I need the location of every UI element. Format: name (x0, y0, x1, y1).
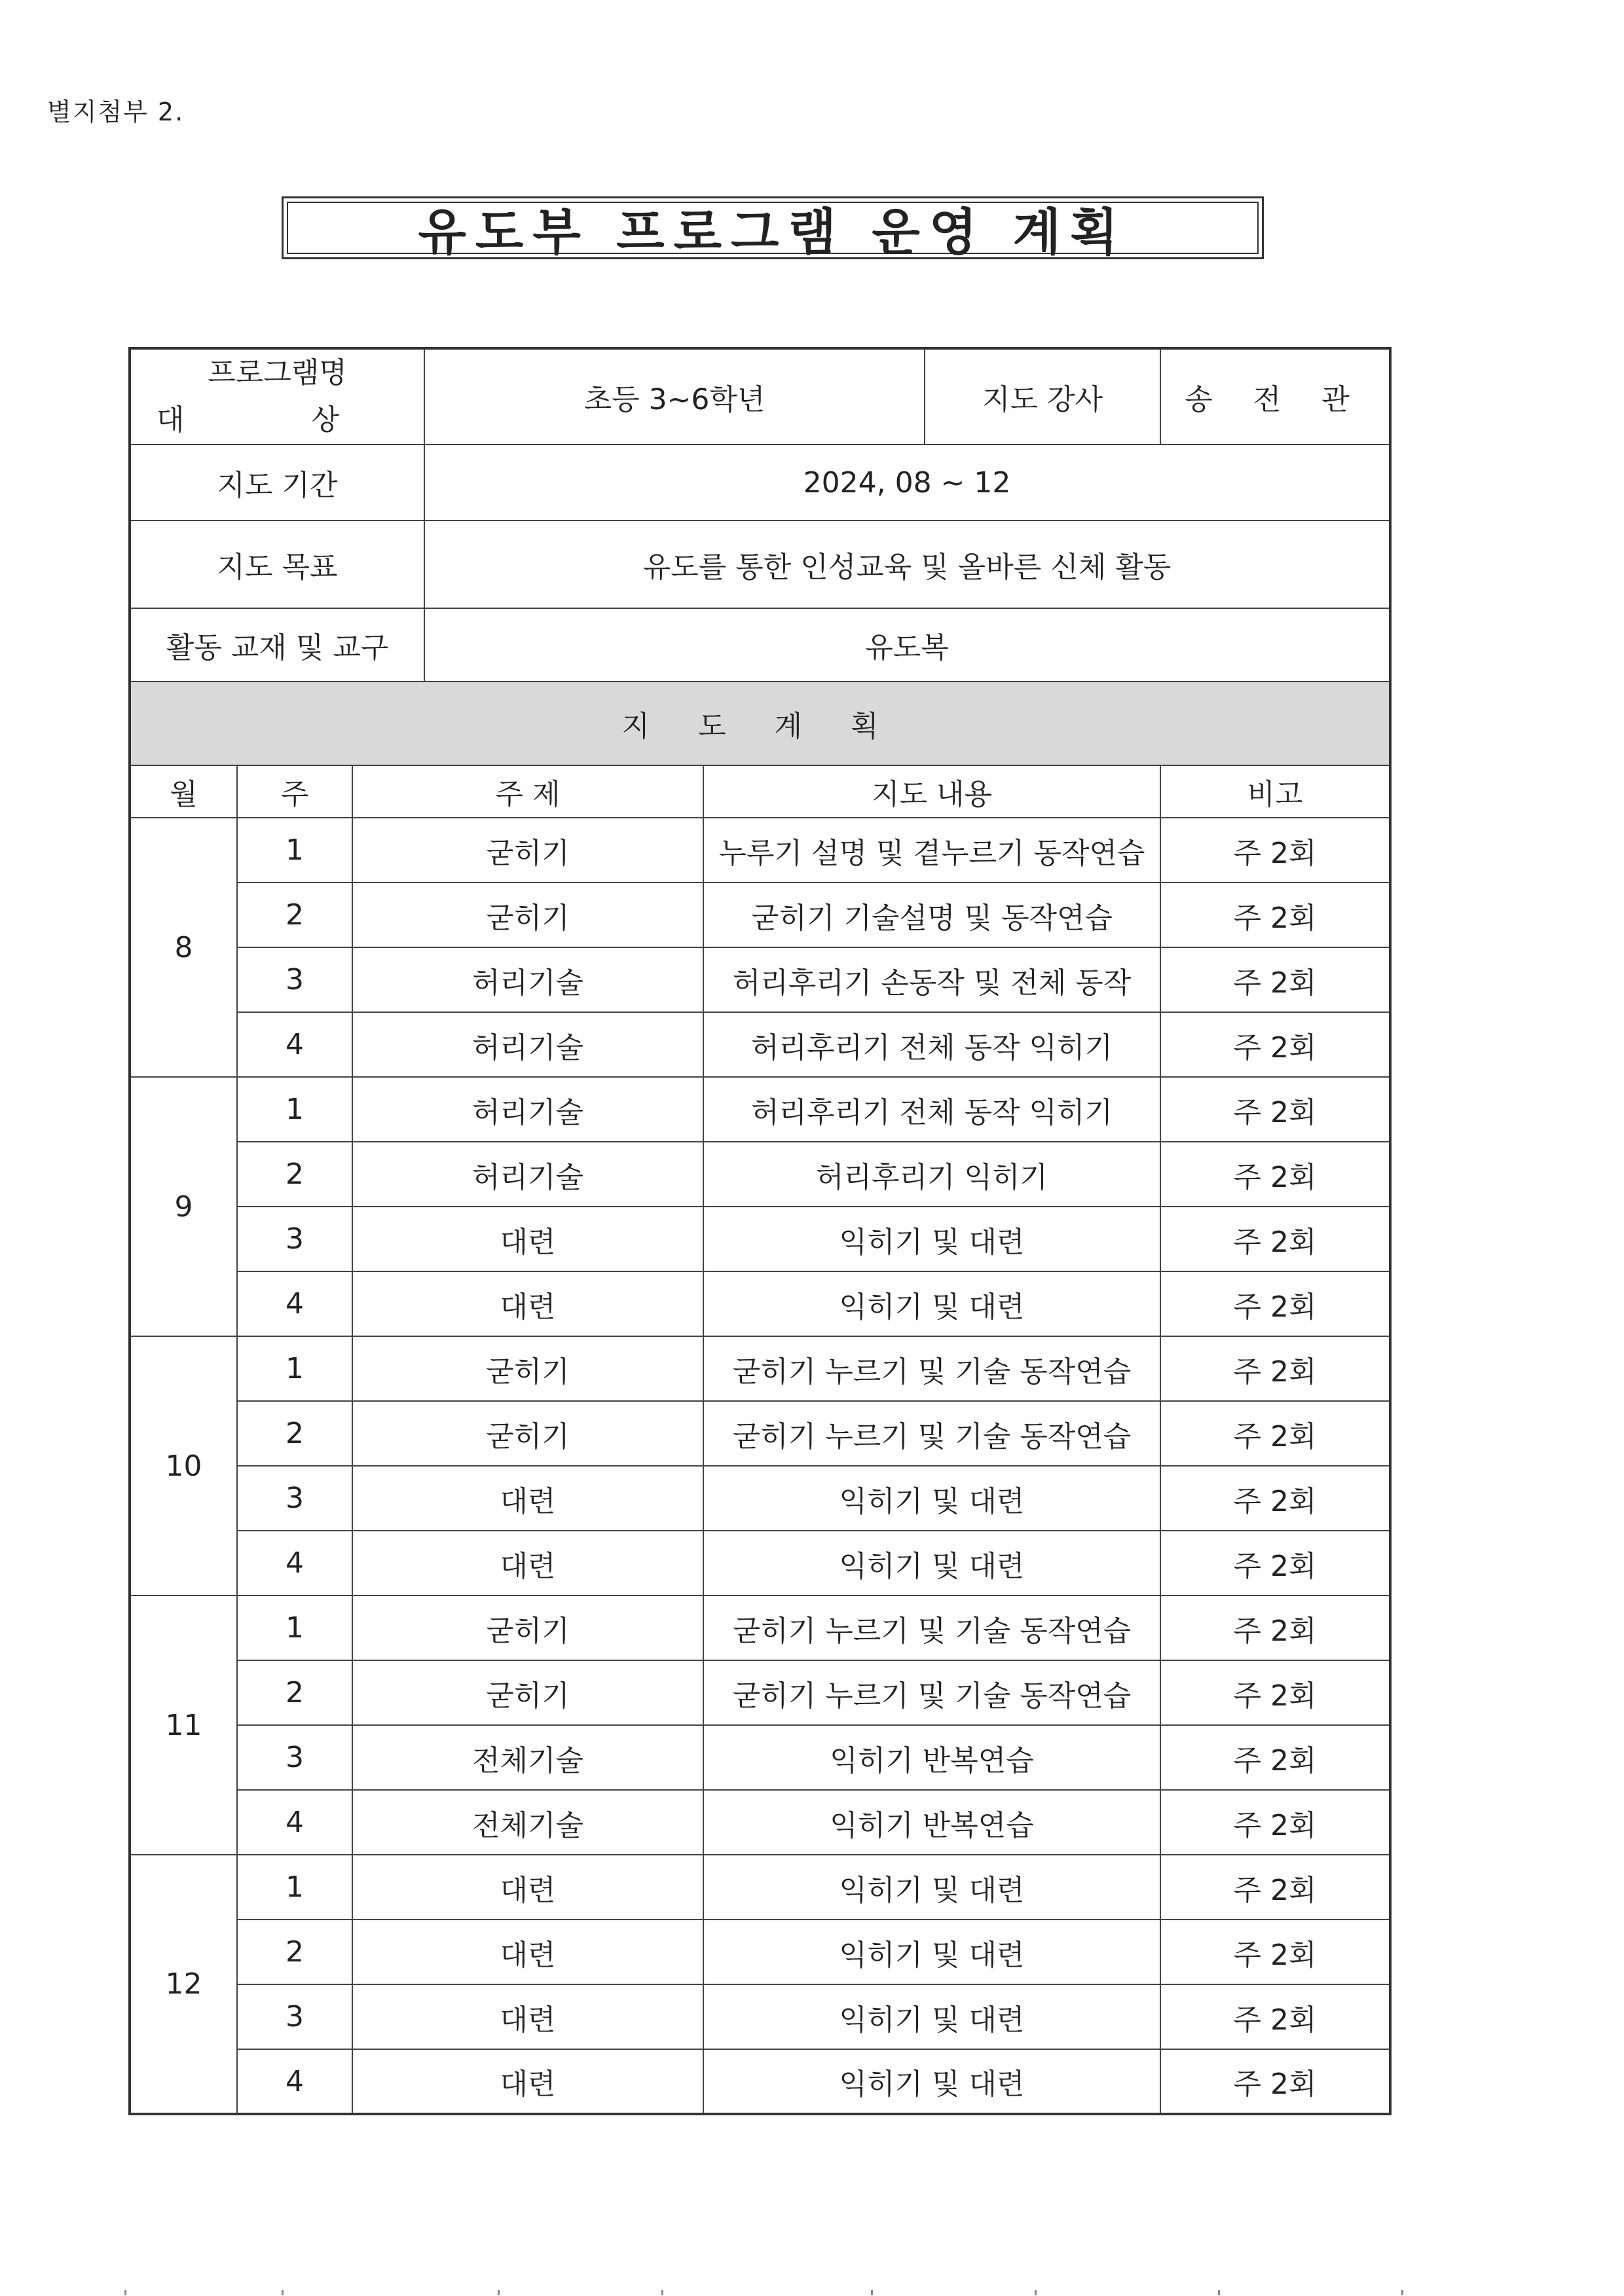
month-cell: 11 (130, 1595, 237, 1855)
instructor-value: 송 전 관 (1160, 348, 1390, 445)
week-cell: 1 (237, 1595, 352, 1660)
note-cell: 주 2회 (1160, 1207, 1390, 1271)
table-row (130, 1466, 1390, 1531)
table-row (130, 1077, 1390, 1142)
content-cell: 익히기 및 대련 (703, 1466, 1160, 1531)
note-cell: 주 2회 (1160, 1790, 1390, 1855)
topic-cell: 허리기술 (352, 1142, 703, 1207)
instructor-label: 지도 강사 (925, 348, 1160, 445)
month-cell: 12 (130, 1855, 237, 2114)
note-cell: 주 2회 (1160, 1660, 1390, 1725)
week-cell: 4 (237, 1531, 352, 1595)
note-cell: 주 2회 (1160, 947, 1390, 1012)
info-row-materials (130, 608, 1390, 682)
week-cell: 2 (237, 1660, 352, 1725)
week-cell: 2 (237, 1142, 352, 1207)
week-cell: 4 (237, 1012, 352, 1077)
program-target-label-cell (130, 348, 424, 445)
note-cell: 주 2회 (1160, 1466, 1390, 1531)
content-cell: 익히기 반복연습 (703, 1725, 1160, 1790)
table-row (130, 818, 1390, 883)
week-cell: 3 (237, 1207, 352, 1271)
header-week: 주 (237, 765, 352, 818)
month-cell: 9 (130, 1077, 237, 1336)
content-cell: 익히기 및 대련 (703, 1920, 1160, 1984)
content-cell: 익히기 및 대련 (703, 1855, 1160, 1920)
topic-cell: 대련 (352, 1466, 703, 1531)
topic-cell: 허리기술 (352, 947, 703, 1012)
week-cell: 4 (237, 2049, 352, 2114)
week-cell: 1 (237, 1855, 352, 1920)
goal-value: 유도를 통한 인성교육 및 올바른 신체 활동 (424, 520, 1390, 608)
note-cell: 주 2회 (1160, 1725, 1390, 1790)
content-cell: 누루기 설명 및 곁누르기 동작연습 (703, 818, 1160, 883)
week-cell: 3 (237, 1984, 352, 2049)
week-cell: 1 (237, 818, 352, 883)
table-row (130, 2049, 1390, 2114)
week-cell: 1 (237, 1336, 352, 1401)
content-cell: 굳히기 누르기 및 기술 동작연습 (703, 1336, 1160, 1401)
table-row (130, 1725, 1390, 1790)
content-cell: 굳히기 누르기 및 기술 동작연습 (703, 1401, 1160, 1466)
title-frame (282, 196, 1264, 259)
table-row (130, 1271, 1390, 1336)
week-cell: 2 (237, 1401, 352, 1466)
table-row (130, 1660, 1390, 1725)
topic-cell: 전체기술 (352, 1725, 703, 1790)
table-row (130, 947, 1390, 1012)
content-cell: 허리후리기 전체 동작 익히기 (703, 1012, 1160, 1077)
note-cell: 주 2회 (1160, 1271, 1390, 1336)
topic-cell: 굳히기 (352, 1595, 703, 1660)
info-row-period (130, 445, 1390, 520)
content-cell: 굳히기 기술설명 및 동작연습 (703, 883, 1160, 947)
note-cell: 주 2회 (1160, 883, 1390, 947)
info-row-target (130, 348, 1390, 445)
week-cell: 2 (237, 1920, 352, 1984)
note-cell: 주 2회 (1160, 1336, 1390, 1401)
target-value: 초등 3~6학년 (424, 348, 925, 445)
note-cell: 주 2회 (1160, 1855, 1390, 1920)
table-row (130, 1401, 1390, 1466)
header-content: 지도 내용 (703, 765, 1160, 818)
topic-cell: 대련 (352, 1207, 703, 1271)
table-row (130, 883, 1390, 947)
info-row-goal (130, 520, 1390, 608)
topic-cell: 대련 (352, 1984, 703, 2049)
topic-cell: 대련 (352, 1271, 703, 1336)
target-label: 대 상 (157, 403, 398, 437)
topic-cell: 전체기술 (352, 1790, 703, 1855)
table-row (130, 1142, 1390, 1207)
content-cell: 익히기 및 대련 (703, 1531, 1160, 1595)
note-cell: 주 2회 (1160, 818, 1390, 883)
table-row (130, 1790, 1390, 1855)
topic-cell: 허리기술 (352, 1077, 703, 1142)
content-cell: 굳히기 누르기 및 기술 동작연습 (703, 1595, 1160, 1660)
table-row (130, 1531, 1390, 1595)
week-cell: 2 (237, 883, 352, 947)
materials-value: 유도복 (424, 608, 1390, 682)
week-cell: 3 (237, 947, 352, 1012)
content-cell: 익히기 및 대련 (703, 1271, 1160, 1336)
goal-label: 지도 목표 (130, 520, 424, 608)
content-cell: 굳히기 누르기 및 기술 동작연습 (703, 1660, 1160, 1725)
note-cell: 주 2회 (1160, 1531, 1390, 1595)
content-cell: 익히기 반복연습 (703, 1790, 1160, 1855)
week-cell: 4 (237, 1271, 352, 1336)
note-cell: 주 2회 (1160, 1984, 1390, 2049)
table-row (130, 1336, 1390, 1401)
content-cell: 익히기 및 대련 (703, 2049, 1160, 2114)
program-plan-table (128, 347, 1392, 2115)
plan-section-title: 지 도 계 획 (130, 682, 1390, 765)
table-row (130, 1207, 1390, 1271)
content-cell: 허리후리기 전체 동작 익히기 (703, 1077, 1160, 1142)
period-label: 지도 기간 (130, 445, 424, 520)
plan-header-row (130, 765, 1390, 818)
materials-label: 활동 교재 및 교구 (130, 608, 424, 682)
note-cell: 주 2회 (1160, 1920, 1390, 1984)
topic-cell: 굳히기 (352, 818, 703, 883)
topic-cell: 대련 (352, 1531, 703, 1595)
content-cell: 허리후리기 익히기 (703, 1142, 1160, 1207)
attachment-label: 별지첨부 2. (47, 98, 185, 126)
table-row (130, 1984, 1390, 2049)
page-title: 유도부 프로그램 운영 계획 (287, 202, 1259, 254)
topic-cell: 대련 (352, 1855, 703, 1920)
topic-cell: 굳히기 (352, 1336, 703, 1401)
note-cell: 주 2회 (1160, 1077, 1390, 1142)
week-cell: 3 (237, 1466, 352, 1531)
header-topic: 주 제 (352, 765, 703, 818)
week-cell: 1 (237, 1077, 352, 1142)
topic-cell: 허리기술 (352, 1012, 703, 1077)
note-cell: 주 2회 (1160, 1142, 1390, 1207)
content-cell: 허리후리기 손동작 및 전체 동작 (703, 947, 1160, 1012)
week-cell: 3 (237, 1725, 352, 1790)
topic-cell: 굳히기 (352, 1660, 703, 1725)
note-cell: 주 2회 (1160, 1595, 1390, 1660)
topic-cell: 굳히기 (352, 1401, 703, 1466)
month-cell: 10 (130, 1336, 237, 1595)
scan-edge-marks (0, 2290, 1624, 2291)
note-cell: 주 2회 (1160, 1012, 1390, 1077)
table-row (130, 1920, 1390, 1984)
topic-cell: 대련 (352, 2049, 703, 2114)
topic-cell: 대련 (352, 1920, 703, 1984)
content-cell: 익히기 및 대련 (703, 1984, 1160, 2049)
topic-cell: 굳히기 (352, 883, 703, 947)
note-cell: 주 2회 (1160, 1401, 1390, 1466)
month-cell: 8 (130, 818, 237, 1077)
header-note: 비고 (1160, 765, 1390, 818)
header-month: 월 (130, 765, 237, 818)
content-cell: 익히기 및 대련 (703, 1207, 1160, 1271)
table-row (130, 1855, 1390, 1920)
table-row (130, 1012, 1390, 1077)
period-value: 2024, 08 ~ 12 (424, 445, 1390, 520)
plan-section-row (130, 682, 1390, 765)
table-row (130, 1595, 1390, 1660)
program-name-label: 프로그램명 (208, 356, 347, 390)
week-cell: 4 (237, 1790, 352, 1855)
note-cell: 주 2회 (1160, 2049, 1390, 2114)
